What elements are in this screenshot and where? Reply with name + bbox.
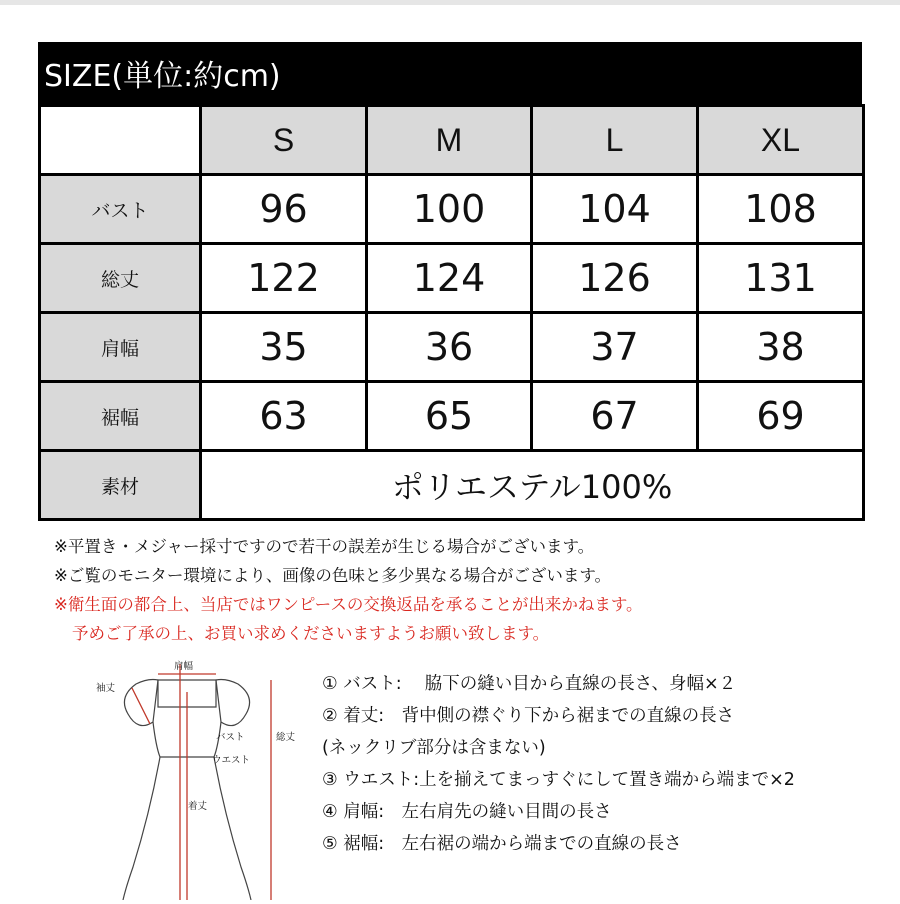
table-cell: 96	[201, 175, 367, 244]
measurement-diagram	[88, 652, 318, 900]
table-cell: 104	[532, 175, 698, 244]
row-label-bust: バスト	[40, 175, 201, 244]
diagram-label-length: 着丈	[188, 801, 208, 812]
diagram-label-sleeve: 袖丈	[96, 683, 116, 694]
table-cell: 63	[201, 382, 367, 451]
table-cell: 100	[367, 175, 532, 244]
diagram-label-total-length: 総丈	[276, 732, 296, 743]
diagram-label-bust: バスト	[216, 732, 245, 743]
table-cell: 37	[532, 313, 698, 382]
diagram-label-shoulder: 肩幅	[174, 661, 194, 672]
row-label-hem: 裾幅	[40, 382, 201, 451]
corner-cell	[40, 106, 201, 175]
legend-bust: ① バスト: 脇下の縫い目から直線の長さ、身幅×２	[322, 674, 737, 694]
diagram-label-waist: ウエスト	[212, 755, 251, 766]
top-divider	[0, 0, 900, 5]
table-cell: 65	[367, 382, 532, 451]
table-row	[40, 382, 864, 451]
table-row	[40, 175, 864, 244]
table-row	[40, 313, 864, 382]
table-cell: 67	[532, 382, 698, 451]
table-cell: 126	[532, 244, 698, 313]
material-value: ポリエステル100%	[201, 451, 864, 520]
legend-hem: ⑤ 裾幅: 左右裾の端から端までの直線の長さ	[322, 834, 682, 854]
note-return-policy: ※衛生面の都合上、当店ではワンピースの交換返品を承ることが出来かねます。	[54, 595, 643, 614]
notes	[54, 532, 643, 648]
legend-shoulder: ④ 肩幅: 左右肩先の縫い目間の長さ	[322, 802, 612, 822]
size-table	[38, 104, 865, 521]
legend-length: ② 着丈: 背中側の襟ぐり下から裾までの直線の長さ	[322, 706, 735, 726]
size-header-m: M	[367, 106, 532, 175]
size-header-l: L	[532, 106, 698, 175]
table-row	[40, 244, 864, 313]
table-cell: 124	[367, 244, 532, 313]
row-label-shoulder: 肩幅	[40, 313, 201, 382]
size-header-xl: XL	[698, 106, 864, 175]
size-header-row	[40, 106, 864, 175]
table-cell: 36	[367, 313, 532, 382]
table-cell: 131	[698, 244, 864, 313]
table-cell: 108	[698, 175, 864, 244]
row-label-total-length: 総丈	[40, 244, 201, 313]
size-header-s: S	[201, 106, 367, 175]
size-chart-header	[38, 42, 862, 104]
legend-waist: ③ ウエスト:上を揃えてまっすぐにして置き端から端まで×2	[322, 770, 795, 790]
size-chart-title: SIZE(単位:約cm)	[44, 59, 281, 94]
table-cell: 38	[698, 313, 864, 382]
note-return-policy-cont: 予めご了承の上、お買い求めくださいますようお願い致します。	[72, 624, 550, 643]
material-row	[40, 451, 864, 520]
table-cell: 35	[201, 313, 367, 382]
table-cell: 122	[201, 244, 367, 313]
note-monitor: ※ご覧のモニター環境により、画像の色味と多少異なる場合がございます。	[54, 566, 612, 585]
note-measurement: ※平置き・メジャー採寸ですので若干の誤差が生じる場合がございます。	[54, 537, 595, 556]
dress-illustration	[88, 652, 318, 900]
row-label-material: 素材	[40, 451, 201, 520]
legend-length-note: (ネックリブ部分は含まない)	[322, 738, 546, 758]
measurement-legend	[322, 668, 795, 860]
table-cell: 69	[698, 382, 864, 451]
